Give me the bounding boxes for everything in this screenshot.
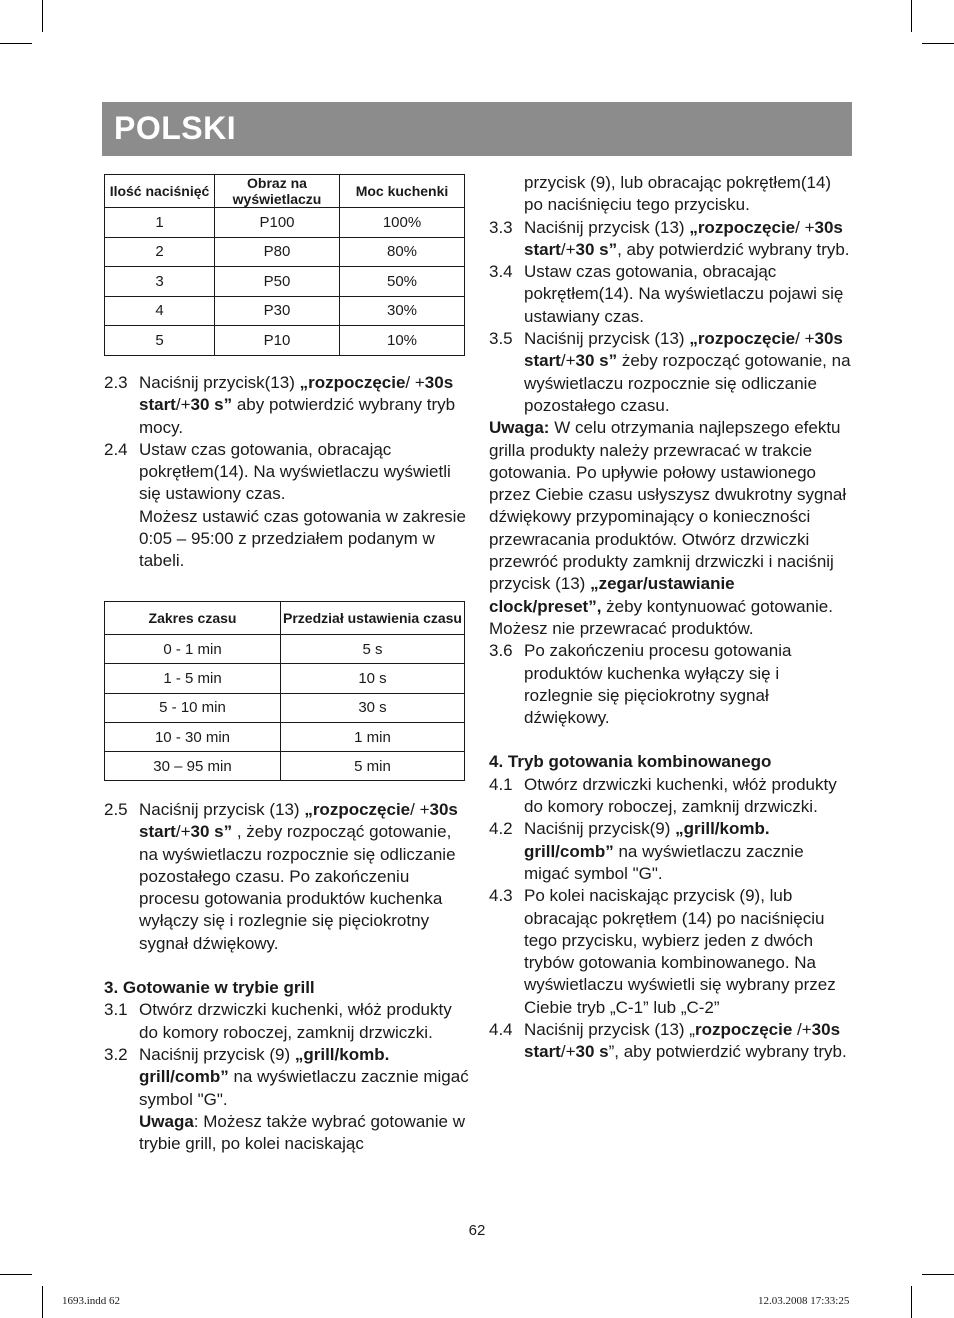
table-row [105, 267, 465, 297]
step-number: 3.6 [489, 641, 513, 661]
table-cell: 10 s [281, 664, 465, 693]
step-number: 4.3 [489, 886, 513, 906]
step-text: przycisk (9), lub obracając pokrętłem(14) po naciśnięciu tego przycisku. [524, 173, 832, 215]
left-column-lower [104, 799, 474, 1155]
step-text: Naciśnij przycisk (13) „rozpoczęcie/ +30s start/+30 s”, aby potwierdzić wybrany tryb. [524, 217, 850, 259]
step-3-3 [489, 217, 851, 262]
step-number: 4.1 [489, 774, 513, 794]
footer-filename: 1693.indd 62 [62, 1295, 121, 1307]
table-row [105, 722, 465, 751]
step-3-2-continued [489, 172, 851, 217]
table-cell: 10 - 30 min [105, 722, 281, 751]
step-text: Naciśnij przycisk(9) „grill/komb. grill/comb” na wyświetlaczu zacznie migać symbol "G". [524, 819, 804, 883]
table-cell: 1 - 5 min [105, 664, 281, 693]
step-2-5 [104, 799, 474, 955]
step-4-1 [489, 774, 851, 819]
step-number: 3.4 [489, 262, 513, 282]
step-2-4 [104, 439, 474, 573]
crop-mark [911, 0, 912, 32]
table-cell: 1 [105, 208, 215, 238]
crop-mark [42, 0, 43, 32]
step-number: 2.3 [104, 373, 128, 392]
table-cell: 0 - 1 min [105, 635, 281, 664]
time-interval-table [104, 601, 465, 781]
table-cell: 30 s [281, 693, 465, 722]
step-text: Naciśnij przycisk (13) „rozpoczęcie/ +30s start/+30 s” , żeby rozpocząć gotowanie, na wyświetlaczu rozpocznie się odliczanie pozostałego czasu. Po zakończeniu procesu gotowania produktów kuchenka wyłączy się i rozlegnie się pięciokrotny sygnał dźwiękowy. [139, 800, 458, 953]
crop-mark [922, 1274, 954, 1275]
step-text: Po kolei naciskając przycisk (9), lub obracając pokrętłem (14) po naciśnięciu tego przycisku, wybierz jeden z dwóch trybów gotowania kombinowanego. Na wyświetlaczu wyświetli się wybrany przez Ciebie tryb „C-1” lub „C-2” [524, 886, 836, 1017]
table-cell: 10% [340, 326, 465, 356]
step-4-4 [489, 1019, 851, 1064]
step-text: Otwórz drzwiczki kuchenki, włóż produkty do komory roboczej, zamknij drzwiczki. [524, 774, 837, 817]
table-cell: P50 [215, 267, 340, 297]
step-number: 4.2 [489, 819, 513, 839]
table-row [105, 752, 465, 781]
step-4-2 [489, 818, 851, 885]
crop-mark [0, 43, 32, 44]
table-cell: 2 [105, 237, 215, 267]
left-column-upper [104, 372, 474, 573]
step-3-5 [489, 328, 851, 417]
crop-mark [911, 1286, 912, 1318]
step-3-4 [489, 261, 851, 328]
table-row [105, 635, 465, 664]
column-header: Zakres czasu [105, 602, 281, 635]
step-2-3 [104, 372, 474, 439]
column-header: Ilość naciśnięć [105, 175, 215, 208]
table-header-row [105, 175, 465, 208]
table-row [105, 237, 465, 267]
crop-mark [922, 43, 954, 44]
page-number: 62 [468, 1222, 486, 1239]
table-row [105, 208, 465, 238]
crop-mark [42, 1286, 43, 1318]
step-3-6 [489, 640, 851, 729]
section-heading-grill: 3. Gotowanie w trybie grill [104, 978, 315, 998]
table-cell: P10 [215, 326, 340, 356]
step-text: Otwórz drzwiczki kuchenki, włóż produkty do komory roboczej, zamknij drzwiczki. [139, 1000, 452, 1042]
step-text: Naciśnij przycisk(13) „rozpoczęcie/ +30s start/+30 s” aby potwierdzić wybrany tryb mocy. [139, 373, 456, 437]
power-level-table [104, 174, 465, 356]
table-row [105, 326, 465, 356]
step-text: Po zakończeniu procesu gotowania produktów kuchenka wyłączy się i rozlegnie się pięciokrotny sygnał dźwiękowy. [524, 641, 792, 728]
table-cell: 5 s [281, 635, 465, 664]
language-header-bar [102, 102, 852, 156]
table-cell: 3 [105, 267, 215, 297]
table-cell: 30 – 95 min [105, 752, 281, 781]
page-title: POLSKI [114, 110, 237, 146]
step-3-1 [104, 999, 474, 1044]
table-row [105, 693, 465, 722]
right-column [489, 172, 851, 1064]
table-cell: P80 [215, 237, 340, 267]
table-cell: 5 - 10 min [105, 693, 281, 722]
table-cell: 1 min [281, 722, 465, 751]
table-cell: 50% [340, 267, 465, 297]
table-cell: 100% [340, 208, 465, 238]
step-number: 3.1 [104, 1000, 128, 1020]
crop-mark [0, 1274, 32, 1275]
table-cell: 80% [340, 237, 465, 267]
table-cell: 5 min [281, 752, 465, 781]
step-text: Ustaw czas gotowania, obracając pokrętłem(14). Na wyświetlaczu wyświetli się ustawiony czas. Możesz ustawić czas gotowania w zakresie 0:05 – 95:00 z przedziałem podanym w tabeli. [139, 439, 466, 571]
column-header: Obraz na wyświetlaczu [215, 175, 340, 208]
table-cell: 30% [340, 296, 465, 326]
step-number: 3.3 [489, 217, 513, 237]
table-cell: P30 [215, 296, 340, 326]
step-3-2 [104, 1044, 474, 1155]
step-number: 2.4 [104, 439, 128, 459]
column-header: Przedział ustawienia czasu [281, 602, 465, 635]
step-number: 2.5 [104, 800, 128, 819]
table-header-row [105, 602, 465, 635]
table-cell: P100 [215, 208, 340, 238]
step-text: Naciśnij przycisk (9) „grill/komb. grill/comb” na wyświetlaczu zacznie migać symbol "G". Uwaga: Możesz także wybrać gotowanie w trybie grill, po kolei naciskając [139, 1044, 469, 1154]
step-number: 3.2 [104, 1044, 128, 1064]
table-row [105, 664, 465, 693]
table-cell: 5 [105, 326, 215, 356]
footer-timestamp: 12.03.2008 17:33:25 [758, 1295, 850, 1307]
step-number: 3.5 [489, 329, 513, 349]
step-4-3 [489, 885, 851, 1019]
table-row [105, 296, 465, 326]
step-text: Ustaw czas gotowania, obracając pokrętłem(14). Na wyświetlaczu pojawi się ustawiany czas. [524, 262, 844, 326]
step-text: Naciśnij przycisk (13) „rozpoczęcie/ +30s start/+30 s” żeby rozpocząć gotowanie, na wyświetlaczu rozpocznie się odliczanie pozostałego czasu. [524, 329, 851, 415]
note-paragraph: Uwaga: W celu otrzymania najlepszego efektu grilla produkty należy przewracać w trakcie gotowania. Po upływie połowy ustawionego przez Ciebie czasu usłyszysz dwukrotny sygnał dźwiękowy przypominający o konieczności przewracania produktów. Otwórz drzwiczki przewróć produkty zamknij drzwiczki i naciśnij przycisk (13) „zegar/ustawianie clock/preset”, żeby kontynuować gotowanie. Możesz nie przewracać produktów. [489, 418, 847, 638]
column-header: Moc kuchenki [340, 175, 465, 208]
step-number: 4.4 [489, 1019, 513, 1039]
step-text: Naciśnij przycisk (13) „rozpoczęcie /+30s start/+30 s”, aby potwierdzić wybrany tryb. [524, 1019, 847, 1062]
table-cell: 4 [105, 296, 215, 326]
section-heading-combined: 4. Tryb gotowania kombinowanego [489, 752, 772, 772]
